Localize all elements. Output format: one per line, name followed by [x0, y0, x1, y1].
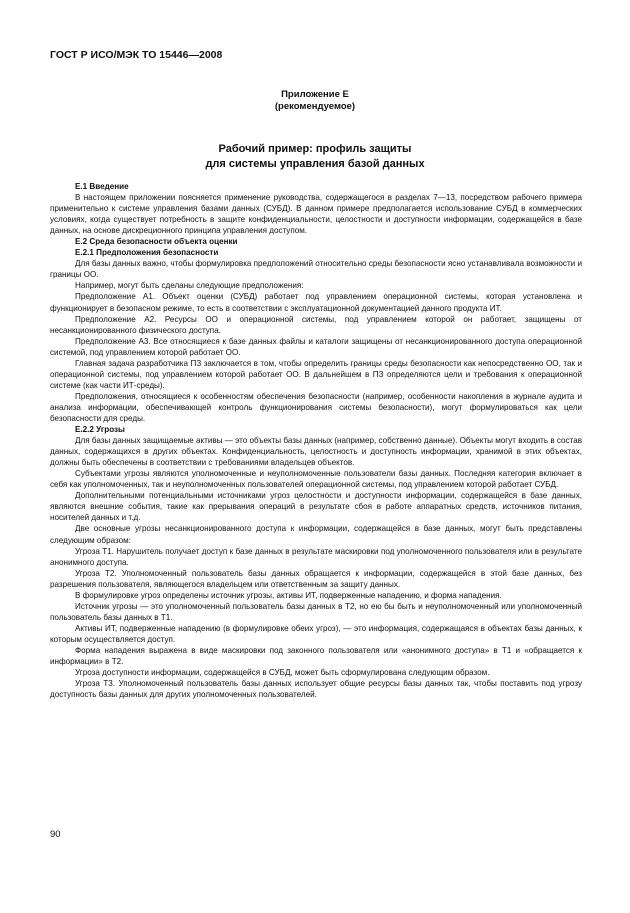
appendix-type: (рекомендуемое) [274, 101, 356, 112]
paragraph: Например, могут быть сделаны следующие предположения: [75, 281, 304, 291]
section-heading: Е.1 Введение [75, 182, 129, 191]
paragraph: Субъектами угрозы являются уполномоченные и неуполномоченные пользователи базы данных. Последняя категория включает в себя как уполномоченных, так и неуполномоченных пользователей операционной системы, под управлением которой работает СУБД. [50, 469, 582, 490]
paragraph: Угроза Т1. Нарушитель получает доступ к базе данных в результате маскировки под уполномоченного пользователя или в результате анонимного доступа. [50, 546, 582, 567]
paragraph: Угроза Т2. Уполномоченный пользователь базы данных обращается к информации, содержащейся в этой базе данных, без разрешения пользователя, являющегося владельцем или ответственным за защиту данных. [50, 568, 582, 589]
paragraph: Форма нападения выражена в виде маскировки под законного пользователя или «анонимного доступа» в Т1 и «обращается к информации» в Т2. [50, 645, 582, 667]
section-heading: Е.2.2 Угрозы [75, 425, 125, 435]
paragraph: Для базы данных защищаемые активы — это объекты базы данных (например, собственно данные). Объекты могут входить в состав данных, содержащихся в других объектах. Конфиденциальность, целостность и доступность информации, хранимой в этих объектах, должны быть обеспечены в соответствии с требованиями владельцев объектов. [50, 436, 582, 468]
paragraph: Угроза Т3. Уполномоченный пользователь базы данных использует общие ресурсы базы данных так, чтобы поставить под угрозу доступность базы данных для других уполномоченных пользователей. [50, 679, 582, 700]
appendix-title-line2: для системы управления базой данных [205, 158, 425, 170]
section-heading: Е.2.1 Предположения безопасности [75, 248, 219, 258]
paragraph: В настоящем приложении поясняется применение руководства, содержащегося в разделах 7—13, посредством рабочего примера применительно к системе управления базами данных (СУБД). В данном примере предполагается использование СУБД в коммерческих условиях, когда существует потребность в защите конфиденциальности, целостности и доступности информации, содержащейся в базе данных, на основе дискреционного принципа управления доступом. [50, 193, 582, 236]
paragraph: Активы ИТ, подверженные нападению (в формулировке обеих угроз), — это информация, содержащаяся в объектах базы данных, к которым осуществляется доступ. [50, 623, 582, 644]
appendix-label: Приложение Е [281, 89, 349, 100]
paragraph: Предположение А3. Все относящиеся к базе данных файлы и каталоги защищены от несанкционированного доступа операционной системой, под управлением которой работает ОО. [50, 336, 582, 357]
paragraph: Две основные угрозы несанкционированного доступа к информации, содержащейся в базе данных, могут быть представлены следующим образом: [50, 524, 582, 545]
paragraph: Главная задача разработчика ПЗ заключается в том, чтобы определить границы среды безопасности как непосредственно ОО, так и операционной системы, под управлением которой работает ОО. В дальнейшем в ПЗ определяются цели и требования к операционной системе (как части ИТ-среды). [50, 358, 582, 390]
paragraph: Дополнительными потенциальными источниками угроз целостности и доступности информации, содержащейся в базе данных, являются внешние события, такие как прерывания операций в результате сбоя в работе аппаратных средств, источников питания, носителей данных и т.д. [50, 491, 582, 523]
document-header: ГОСТ Р ИСО/МЭК ТО 15446—2008 [50, 49, 223, 61]
page-number: 90 [50, 829, 61, 840]
paragraph: Угроза доступности информации, содержащейся в СУБД, может быть сформулирована следующим образом. [75, 668, 490, 678]
section-heading: Е.2 Среда безопасности объекта оценки [75, 237, 238, 247]
paragraph: Предположения, относящиеся к особенностям обеспечения безопасности (например, особенности накопления в журнале аудита и анализа информации, обеспечивающей контроль функционирования системы безопасности), могут формулироваться как цели безопасности для среды. [50, 391, 582, 423]
paragraph: Источник угрозы — это уполномоченный пользователь базы данных в Т2, но ею бы быть и неуполномоченный или уполномоченный пользователь базы данных в Т1. [50, 601, 582, 622]
paragraph: Для базы данных важно, чтобы формулировка предположений относительно среды безопасности ясно устанавливала возможности и границы ОО. [50, 259, 582, 280]
appendix-title-line1: Рабочий пример: профиль защиты [218, 143, 412, 155]
paragraph: В формулировке угроз определены источник угрозы, активы ИТ, подверженные нападению, и форма нападения. [75, 590, 502, 600]
document-body [50, 181, 582, 700]
paragraph: Предположение А2. Ресурсы ОО и операционной системы, под управлением которой он работает, защищены от несанкционированного физического доступа. [50, 314, 582, 335]
paragraph: Предположение А1. Объект оценки (СУБД) работает под управлением операционной системы, которая установлена и функционирует в безопасном режиме, то есть в соответствии с эксплуатационной документацией данного продукта ИТ. [50, 292, 582, 313]
